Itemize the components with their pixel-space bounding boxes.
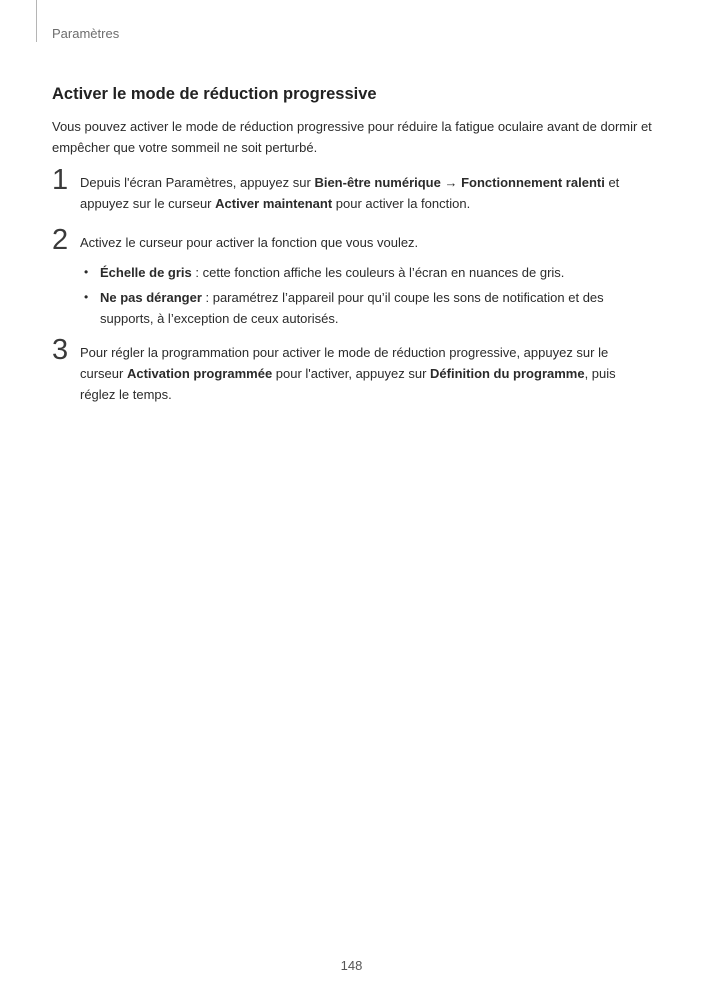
intro-paragraph: Vous pouvez activer le mode de réduction progressive pour réduire la fatigue oculaire avant de dormir et empêcher que votre sommeil ne soit perturbé.	[52, 119, 652, 155]
bullet-icon: •	[84, 290, 89, 304]
section-header: Paramètres	[52, 26, 120, 41]
menu-term: Fonctionnement ralenti	[461, 175, 605, 190]
option-list	[52, 262, 652, 333]
step-text: Depuis l'écran Paramètres, appuyez sur Bien-être numérique → Fonctionnement ralenti et appuyez sur le curseur Activer maintenant pour activer la fonction.	[80, 175, 620, 211]
bullet-icon: •	[84, 265, 89, 279]
step-text: Pour régler la programmation pour activer le mode de réduction progressive, appuyez sur le curseur Activation programmée pour l'activer, appuyez sur Définition du programme, puis réglez le temps.	[80, 345, 616, 402]
step-number: 1	[52, 164, 69, 196]
menu-term: Bien-être numérique	[314, 175, 441, 190]
page-title: Activer le mode de réduction progressive	[52, 85, 377, 103]
option-term: Ne pas déranger	[100, 290, 202, 305]
step-number: 3	[52, 334, 69, 366]
switch-term: Activer maintenant	[215, 196, 333, 211]
step-number: 2	[52, 224, 69, 256]
list-item: • Ne pas déranger : paramétrez l’appareil pour qu’il coupe les sons de notification et des supports, à l’exception de ceux autorisés.	[52, 287, 652, 329]
menu-term: Définition du programme	[430, 366, 585, 381]
page-number: 148	[340, 958, 363, 973]
option-term: Échelle de gris	[100, 265, 192, 280]
header-divider	[36, 0, 37, 42]
step-text: Activez le curseur pour activer la fonction que vous voulez.	[80, 235, 419, 250]
switch-term: Activation programmée	[126, 366, 273, 381]
list-item: • Échelle de gris : cette fonction affiche les couleurs à l’écran en nuances de gris.	[52, 262, 652, 283]
